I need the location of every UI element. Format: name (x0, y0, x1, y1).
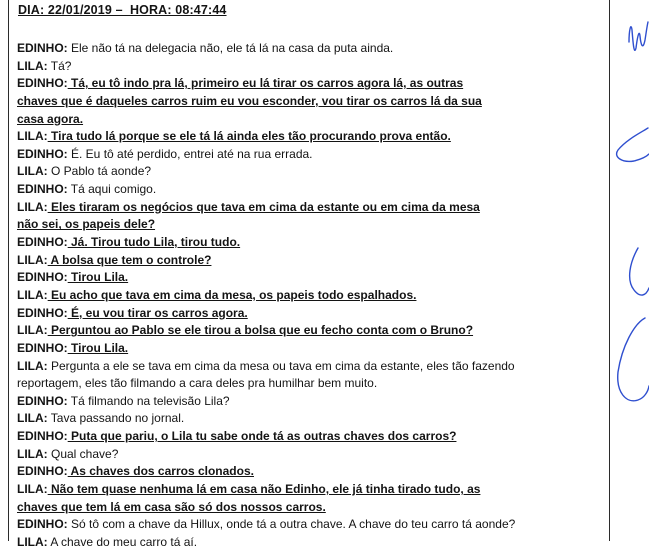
highlighted-text: Tá, eu tô indo pra lá, primeiro eu lá tirar os carros agora lá, as outras (67, 76, 464, 91)
line-text: A chave do meu carro tá aí. (47, 534, 198, 549)
highlighted-text: Puta que pariu, o Lila tu sabe onde tá as outras chaves dos carros? (67, 429, 457, 444)
date-time-header: DIA: 22/01/2019 – HORA: 08:47:44 (18, 3, 227, 17)
speaker-label: LILA: (17, 446, 48, 461)
highlighted-text: Tirou Lila. (67, 270, 129, 285)
signature-stroke-lower (630, 248, 649, 295)
transcript-line (17, 111, 611, 129)
speaker-label: EDINHO: (17, 235, 68, 250)
transcript-line (17, 234, 611, 252)
transcript-line (17, 163, 611, 181)
speaker-label: LILA: (17, 129, 48, 144)
signature-stroke-middle (617, 128, 649, 161)
speaker-label: LILA: (17, 287, 48, 302)
speaker-label: LILA: (17, 534, 48, 549)
speaker-label: LILA: (17, 199, 48, 214)
transcript-line (17, 305, 611, 323)
highlighted-text: Tirou Lila. (67, 340, 129, 355)
speaker-label: EDINHO: (17, 305, 68, 320)
transcript-line (17, 252, 611, 270)
transcript-line (17, 534, 611, 552)
highlighted-text: Tira tudo lá porque se ele tá lá ainda eles tão procurando prova então. (47, 129, 451, 144)
highlighted-text: não sei, os papeis dele? (17, 217, 156, 232)
speaker-label: LILA: (17, 323, 48, 338)
transcript-line (17, 516, 611, 534)
transcript-line (17, 446, 611, 464)
speaker-label: LILA: (17, 358, 48, 373)
line-text: Tava passando no jornal. (47, 411, 185, 426)
line-text: O Pablo tá aonde? (47, 164, 152, 179)
transcript-line (17, 499, 611, 517)
transcript-line (17, 146, 611, 164)
transcript-line (17, 199, 611, 217)
speaker-label: EDINHO: (17, 429, 68, 444)
highlighted-text: É, eu vou tirar os carros agora. (67, 305, 248, 320)
line-text: Tá? (47, 58, 72, 73)
transcript-line (17, 58, 611, 76)
signature-stroke-top (629, 22, 648, 50)
transcript-line (17, 40, 611, 58)
speaker-label: EDINHO: (17, 41, 68, 55)
speaker-label: LILA: (17, 58, 48, 73)
speaker-label: LILA: (17, 411, 48, 426)
highlighted-text: A bolsa que tem o controle? (47, 252, 212, 267)
transcript-line (17, 428, 611, 446)
transcript-line (17, 216, 611, 234)
highlighted-text: Já. Tirou tudo Lila, tirou tudo. (67, 235, 241, 250)
speaker-label: EDINHO: (17, 76, 68, 91)
speaker-label: EDINHO: (17, 340, 68, 355)
transcript-line (17, 93, 611, 111)
margin-signature-scribbles (612, 0, 649, 541)
highlighted-text: Eu acho que tava em cima da mesa, os papeis todo espalhados. (47, 287, 417, 302)
highlighted-text: As chaves dos carros clonados. (67, 464, 254, 479)
speaker-label: EDINHO: (17, 393, 68, 408)
speaker-label: EDINHO: (17, 182, 68, 197)
transcript-line (17, 128, 611, 146)
line-text: Qual chave? (47, 446, 119, 461)
speaker-label: EDINHO: (17, 517, 68, 532)
signature-stroke-bottom (618, 318, 649, 401)
line-text: Pergunta a ele se tava em cima da mesa ou tava em cima da estante, eles tão fazendo (47, 358, 515, 373)
highlighted-text: casa agora. (17, 111, 84, 126)
transcript-line (17, 393, 611, 411)
highlighted-text: Não tem quase nenhuma lá em casa não Edinho, ele já tinha tirado tudo, as (47, 482, 481, 497)
transcript-body (17, 40, 611, 552)
line-text: Ele não tá na delegacia não, ele tá lá na casa da puta ainda. (67, 41, 394, 55)
transcript-line (17, 463, 611, 481)
speaker-label: EDINHO: (17, 270, 68, 285)
highlighted-text: Eles tiraram os negócios que tava em cima da estante ou em cima da mesa (47, 199, 480, 214)
speaker-label: LILA: (17, 482, 48, 497)
line-text: Só tô com a chave da Hillux, onde tá a outra chave. A chave do teu carro tá aonde? (67, 517, 516, 532)
speaker-label: EDINHO: (17, 146, 68, 161)
speaker-label: EDINHO: (17, 464, 68, 479)
transcript-line (17, 322, 611, 340)
transcript-line (17, 375, 611, 393)
transcript-line (17, 287, 611, 305)
highlighted-text: Perguntou ao Pablo se ele tirou a bolsa que eu fecho conta com o Bruno? (47, 323, 474, 338)
transcript-line (17, 75, 611, 93)
highlighted-text: chaves que tem lá em casa são só dos nossos carros. (17, 499, 326, 514)
transcript-line (17, 410, 611, 428)
transcript-line (17, 340, 611, 358)
transcript-line (17, 181, 611, 199)
transcript-page (8, 0, 610, 549)
transcript-line (17, 358, 611, 376)
line-text: Tá aqui comigo. (67, 182, 157, 197)
highlighted-text: chaves que é daqueles carros ruim eu vou esconder, vou tirar os carros lá da sua (17, 93, 482, 108)
line-text: É. Eu tô até perdido, entrei até na rua errada. (67, 146, 313, 161)
speaker-label: LILA: (17, 252, 48, 267)
line-text: Tá filmando na televisão Lila? (67, 393, 230, 408)
speaker-label: LILA: (17, 164, 48, 179)
transcript-line (17, 481, 611, 499)
line-text: reportagem, eles tão filmando a cara deles pra humilhar bem muito. (17, 376, 378, 391)
transcript-line (17, 269, 611, 287)
